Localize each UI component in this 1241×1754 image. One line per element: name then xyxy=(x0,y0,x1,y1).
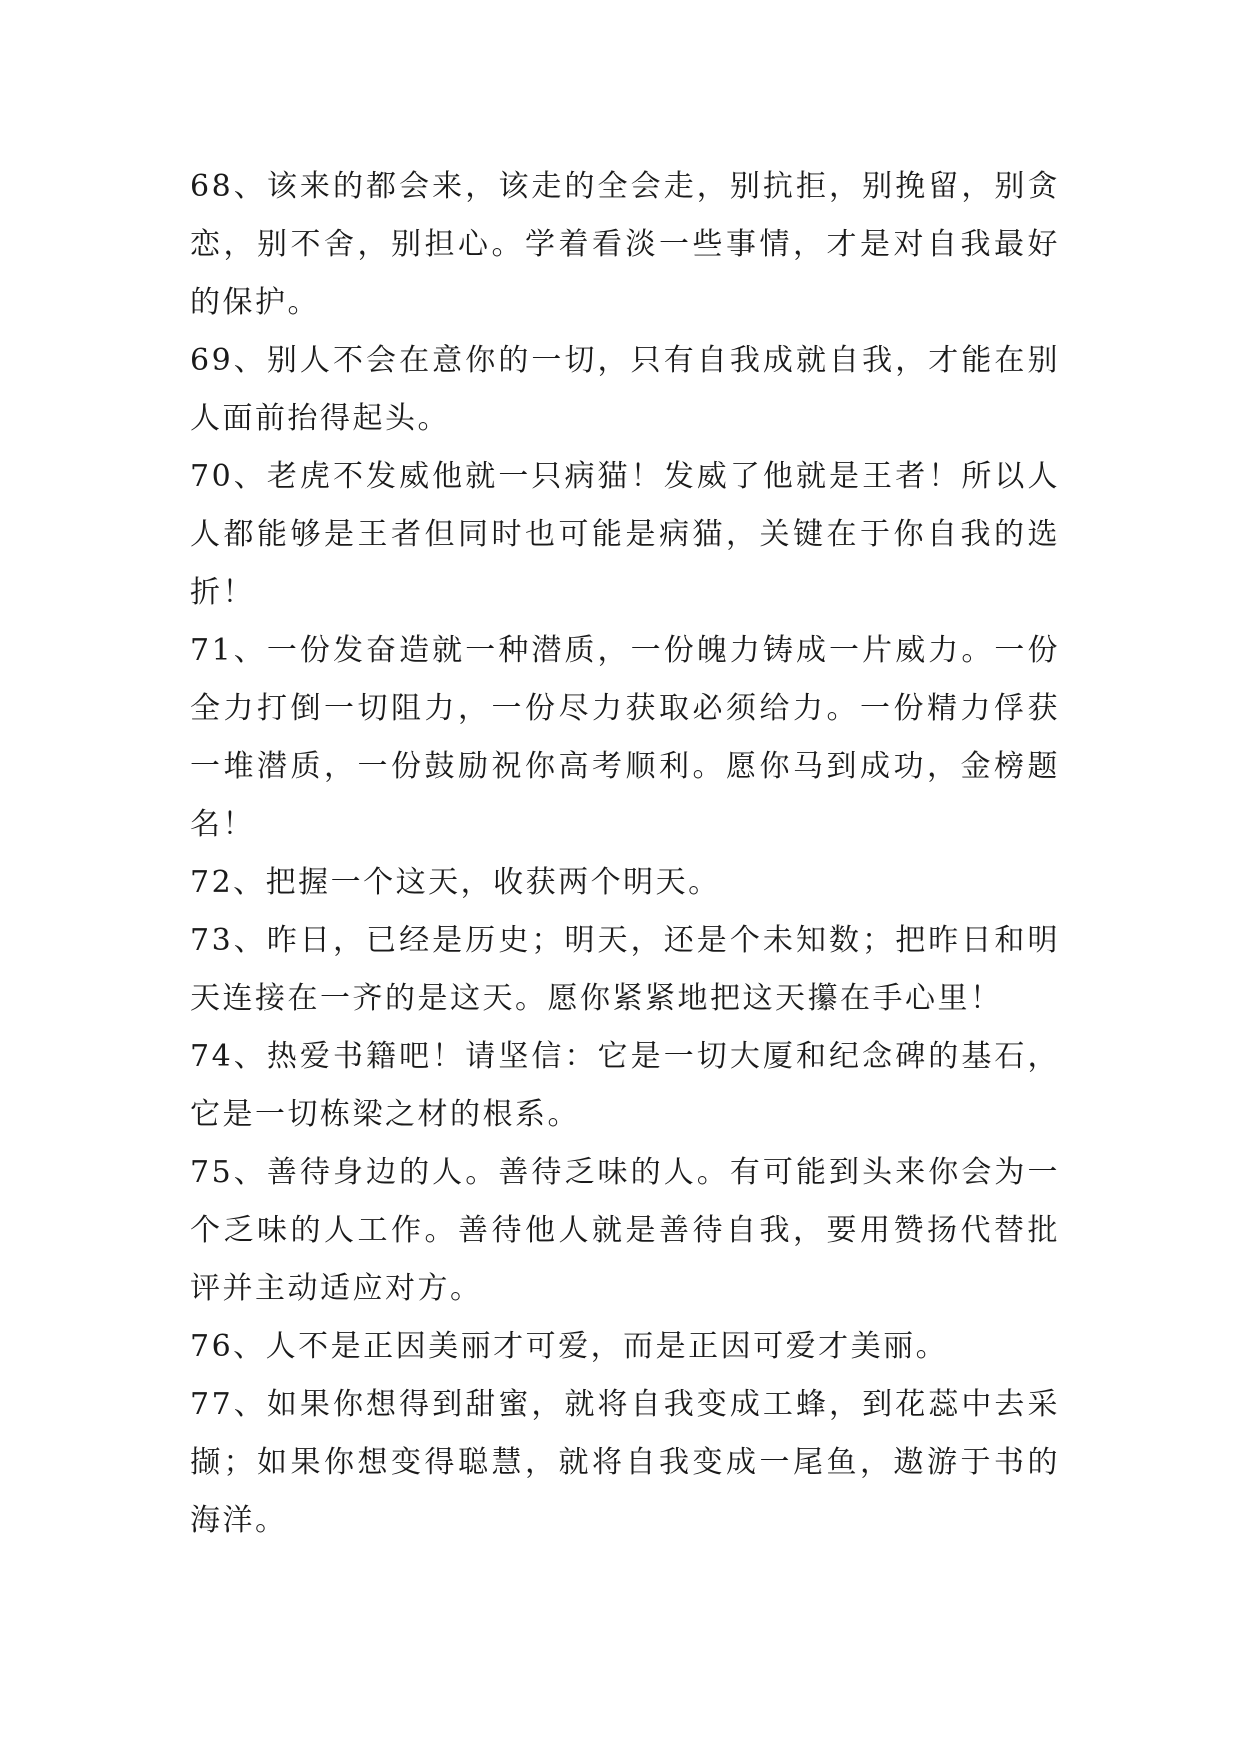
quote-item-73: 73、昨日，已经是历史；明天，还是个未知数；把昨日和明天连接在一齐的是这天。愿你紧紧地把这天攥在手心里！ xyxy=(190,923,1060,1016)
quote-list xyxy=(190,158,1060,1550)
quote-item-77: 77、如果你想得到甜蜜，就将自我变成工蜂，到花蕊中去采撷；如果你想变得聪慧，就将自我变成一尾鱼，遨游于书的海洋。 xyxy=(190,1387,1060,1538)
quote-item-68: 68、该来的都会来，该走的全会走，别抗拒，别挽留，别贪恋，别不舍，别担心。学着看淡一些事情，才是对自我最好的保护。 xyxy=(190,169,1060,320)
quote-item-75: 75、善待身边的人。善待乏味的人。有可能到头来你会为一个乏味的人工作。善待他人就是善待自我，要用赞扬代替批评并主动适应对方。 xyxy=(190,1155,1060,1306)
quote-item-69: 69、别人不会在意你的一切，只有自我成就自我，才能在别人面前抬得起头。 xyxy=(190,343,1060,436)
quote-item-76: 76、人不是正因美丽才可爱，而是正因可爱才美丽。 xyxy=(190,1329,949,1364)
quote-item-74: 74、热爱书籍吧！请坚信：它是一切大厦和纪念碑的基石，它是一切栋梁之材的根系。 xyxy=(190,1039,1060,1132)
quote-item-72: 72、把握一个这天，收获两个明天。 xyxy=(190,865,721,900)
quote-item-70: 70、老虎不发威他就一只病猫！发威了他就是王者！所以人人都能够是王者但同时也可能是病猫，关键在于你自我的选折！ xyxy=(190,459,1060,610)
quote-item-71: 71、一份发奋造就一种潜质，一份魄力铸成一片威力。一份全力打倒一切阻力，一份尽力获取必须给力。一份精力俘获一堆潜质，一份鼓励祝你高考顺利。愿你马到成功，金榜题名！ xyxy=(190,633,1060,842)
